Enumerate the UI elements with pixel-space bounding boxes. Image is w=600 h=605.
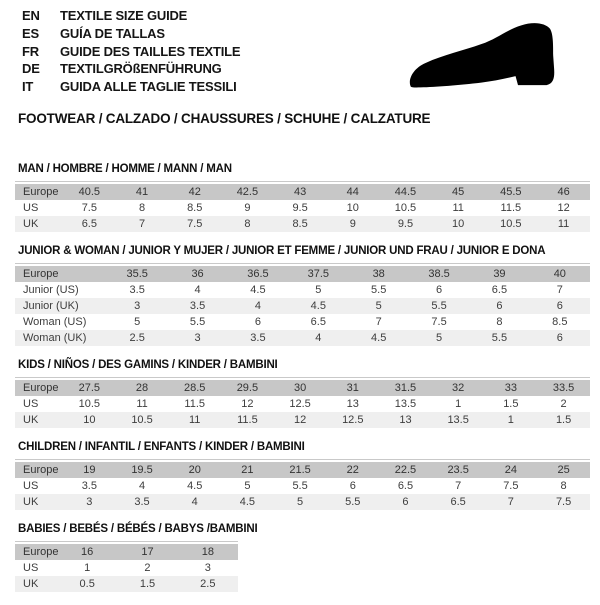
size-value-cell: 44.5 (394, 186, 417, 198)
size-header-row (15, 266, 590, 282)
size-value-cell: 29.5 (236, 382, 259, 394)
size-header-row (15, 544, 238, 560)
table-title: MAN / HOMBRE / HOMME / MANN / MAN (18, 163, 232, 175)
size-value-cell: 46 (557, 186, 570, 198)
size-value-cell: 10 (452, 218, 465, 230)
size-value-cell: 12.5 (342, 414, 364, 426)
size-value-cell: 4.5 (239, 496, 256, 508)
size-row (15, 216, 590, 232)
size-value-cell: 0.5 (79, 578, 95, 590)
size-value-cell: 5 (315, 284, 322, 296)
size-value-cell: 5.5 (189, 316, 206, 328)
size-value-cell: 31 (346, 382, 359, 394)
row-label: Junior (UK) (23, 300, 79, 312)
size-value-cell: 1 (455, 398, 462, 410)
table-wrapper (15, 377, 590, 428)
size-value-cell: 1.5 (503, 398, 519, 410)
size-value-cell: 5 (436, 332, 443, 344)
size-value-cell: 8.5 (552, 316, 568, 328)
row-label: US (23, 562, 39, 574)
size-value-cell: 6 (254, 316, 261, 328)
row-label: Europe (23, 186, 59, 198)
size-value-cell: 33 (504, 382, 517, 394)
lang-label: TEXTILE SIZE GUIDE (60, 8, 188, 23)
size-table-section (15, 359, 590, 428)
size-value-cell: 8.5 (187, 202, 203, 214)
size-row (15, 314, 590, 330)
size-value-cell: 39 (493, 268, 506, 280)
size-value-cell: 7.5 (187, 218, 203, 230)
size-value-cell: 3.5 (250, 332, 266, 344)
size-value-cell: 18 (201, 546, 214, 558)
size-value-cell: 44 (346, 186, 359, 198)
size-table (15, 380, 590, 428)
size-value-cell: 24 (504, 464, 517, 476)
size-value-cell: 16 (81, 546, 94, 558)
size-value-cell: 2 (560, 398, 567, 410)
size-value-cell: 5.5 (292, 480, 308, 492)
lang-label: GUÍA DE TALLAS (60, 25, 165, 41)
size-value-cell: 21 (241, 464, 254, 476)
size-value-cell: 10.5 (394, 202, 417, 214)
size-value-cell: 1 (507, 414, 514, 426)
size-value-cell: 7.5 (555, 496, 572, 508)
size-value-cell: 3 (134, 300, 141, 312)
lang-label: GUIDE DES TAILLES TEXTILE (60, 43, 241, 59)
row-label: US (23, 398, 39, 410)
size-value-cell: 21.5 (289, 464, 311, 476)
size-value-cell: 9 (244, 202, 251, 214)
size-value-cell: 10.5 (131, 414, 153, 426)
size-value-cell: 13.5 (447, 414, 469, 426)
size-value-cell: 4 (138, 480, 146, 492)
size-table-section (15, 245, 590, 346)
size-value-cell: 10.5 (500, 218, 522, 230)
size-value-cell: 12 (241, 398, 254, 410)
table-wrapper (15, 263, 590, 346)
size-value-cell: 32 (452, 382, 465, 394)
size-value-cell: 6 (556, 332, 563, 344)
size-value-cell: 5.5 (345, 496, 361, 508)
size-value-cell: 22 (346, 464, 359, 476)
size-row (15, 478, 590, 494)
size-table (15, 462, 590, 510)
size-row (15, 282, 590, 298)
size-value-cell: 4 (194, 284, 201, 296)
size-value-cell: 17 (141, 546, 154, 558)
size-value-cell: 10.5 (78, 398, 101, 410)
size-value-cell: 41 (135, 186, 149, 198)
size-value-cell: 6 (349, 480, 356, 492)
size-row (15, 412, 590, 428)
lang-row-it (22, 78, 240, 96)
lang-label: GUIDA ALLE TAGLIE TESSILI (60, 79, 237, 95)
size-value-cell: 28 (135, 382, 149, 394)
row-label: Europe (23, 268, 59, 280)
size-value-cell: 4.5 (250, 284, 266, 296)
size-value-cell: 45.5 (500, 186, 522, 198)
lang-row-es (22, 25, 240, 43)
size-value-cell: 7 (556, 284, 563, 296)
lang-row-fr (22, 43, 240, 61)
size-value-cell: 36.5 (247, 268, 269, 280)
row-label: Europe (23, 464, 59, 476)
size-header-row (15, 184, 590, 200)
size-value-cell: 8 (244, 218, 251, 230)
size-value-cell: 12 (293, 414, 307, 426)
row-label: UK (23, 414, 39, 426)
size-value-cell: 7 (138, 218, 146, 230)
size-value-cell: 30 (293, 382, 307, 394)
lang-code: IT (22, 79, 34, 95)
size-value-cell: 5.5 (431, 300, 447, 312)
size-row (15, 576, 238, 592)
size-row (15, 494, 590, 510)
size-value-cell: 2.5 (200, 578, 216, 590)
size-value-cell: 13 (346, 398, 359, 410)
size-value-cell: 45 (452, 186, 465, 198)
size-header-row (15, 380, 590, 396)
category-line: FOOTWEAR / CALZADO / CHAUSSURES / SCHUHE / CALZATURE (18, 111, 431, 126)
size-value-cell: 4.5 (310, 300, 326, 312)
size-value-cell: 8 (496, 316, 503, 328)
size-value-cell: 13.5 (394, 398, 417, 410)
size-value-cell: 5 (375, 300, 382, 312)
table-wrapper (15, 541, 238, 592)
size-value-cell: 13 (399, 414, 412, 426)
size-value-cell: 5 (297, 496, 304, 508)
lang-label: TEXTILGRÖßENFÜHRUNG (60, 61, 222, 77)
size-value-cell: 11 (189, 414, 201, 426)
row-label: Europe (23, 546, 59, 558)
lang-code: ES (22, 25, 39, 41)
size-value-cell: 9 (349, 218, 356, 230)
size-value-cell: 35.5 (126, 268, 148, 280)
size-value-cell: 43 (293, 186, 307, 198)
size-value-cell: 22.5 (394, 464, 417, 476)
size-table-section (15, 163, 590, 232)
size-value-cell: 4.5 (371, 332, 387, 344)
size-value-cell: 12.5 (289, 398, 311, 410)
table-title: CHILDREN / INFANTIL / ENFANTS / KINDER / BAMBINI (18, 441, 305, 453)
size-value-cell: 40.5 (78, 186, 101, 198)
size-value-cell: 6.5 (450, 496, 466, 508)
size-value-cell: 3 (204, 562, 211, 574)
size-value-cell: 1.5 (555, 414, 572, 426)
size-value-cell: 11 (452, 202, 464, 214)
size-value-cell: 9.5 (397, 218, 414, 230)
size-value-cell: 4 (254, 300, 261, 312)
size-value-cell: 11.5 (237, 414, 258, 426)
size-value-cell: 6.5 (310, 316, 326, 328)
table-wrapper (15, 459, 590, 510)
table-title: JUNIOR & WOMAN / JUNIOR Y MUJER / JUNIOR ET FEMME / JUNIOR UND FRAU / JUNIOR E DONA (18, 245, 546, 257)
size-value-cell: 6 (402, 496, 409, 508)
size-value-cell: 3.5 (134, 496, 150, 508)
size-value-cell: 33.5 (552, 382, 575, 394)
row-label: UK (23, 496, 39, 508)
row-label: US (23, 480, 39, 492)
size-value-cell: 9.5 (292, 202, 308, 214)
size-value-cell: 10 (83, 414, 96, 426)
size-value-cell: 42.5 (236, 186, 259, 198)
size-value-cell: 10 (346, 202, 359, 214)
size-row (15, 200, 590, 216)
size-value-cell: 3.5 (189, 300, 206, 312)
row-label: UK (23, 578, 39, 590)
table-wrapper (15, 181, 590, 232)
size-table-section (15, 523, 590, 592)
language-title-list (22, 7, 240, 96)
size-value-cell: 11.5 (500, 202, 522, 214)
size-value-cell: 20 (188, 464, 201, 476)
size-value-cell: 6 (436, 284, 443, 296)
size-row (15, 330, 590, 346)
size-value-cell: 19 (83, 464, 96, 476)
row-label: Woman (US) (23, 316, 87, 328)
table-title: KIDS / NIÑOS / DES GAMINS / KINDER / BAMBINI (18, 359, 278, 371)
size-value-cell: 23.5 (447, 464, 469, 476)
size-value-cell: 11 (557, 218, 570, 230)
table-title: BABIES / BEBÉS / BÉBÉS / BABYS /BAMBINI (18, 523, 258, 535)
size-value-cell: 27.5 (78, 382, 101, 394)
size-value-cell: 7 (455, 480, 462, 492)
size-value-cell: 7.5 (431, 316, 447, 328)
size-table (15, 184, 590, 232)
size-value-cell: 42 (188, 186, 201, 198)
size-value-cell: 6 (496, 300, 503, 312)
row-label: Woman (UK) (23, 332, 87, 344)
size-value-cell: 12 (557, 202, 570, 214)
size-value-cell: 8.5 (292, 218, 308, 230)
size-value-cell: 7 (375, 316, 382, 328)
size-value-cell: 6.5 (491, 284, 508, 296)
row-label: US (23, 202, 39, 214)
size-row (15, 560, 238, 576)
size-value-cell: 5.5 (491, 332, 508, 344)
size-value-cell: 6.5 (81, 218, 97, 230)
size-value-cell: 4 (315, 332, 322, 344)
size-value-cell: 19.5 (131, 464, 153, 476)
size-table (15, 266, 590, 346)
size-value-cell: 5 (244, 480, 251, 492)
size-value-cell: 38 (372, 268, 385, 280)
size-value-cell: 8 (138, 202, 146, 214)
size-value-cell: 7.5 (503, 480, 519, 492)
size-value-cell: 6 (556, 300, 563, 312)
size-value-cell: 4.5 (187, 480, 203, 492)
size-value-cell: 36 (191, 268, 204, 280)
size-value-cell: 2 (144, 562, 151, 574)
lang-code: EN (22, 8, 40, 23)
size-value-cell: 5.5 (371, 284, 387, 296)
size-value-cell: 1.5 (139, 578, 156, 590)
lang-code: FR (22, 43, 39, 59)
size-value-cell: 28.5 (184, 382, 206, 394)
size-value-cell: 7 (507, 496, 514, 508)
shoe-icon (392, 18, 590, 108)
size-row (15, 396, 590, 412)
size-table-section (15, 441, 590, 510)
size-value-cell: 40 (553, 268, 566, 280)
size-value-cell: 11 (136, 398, 148, 410)
size-tables (15, 163, 590, 605)
lang-row-de (22, 60, 240, 78)
size-value-cell: 8 (560, 480, 567, 492)
lang-code: DE (22, 61, 40, 77)
row-label: Junior (US) (23, 284, 79, 296)
row-label: UK (23, 218, 39, 230)
size-value-cell: 25 (557, 464, 570, 476)
size-value-cell: 4 (191, 496, 198, 508)
size-value-cell: 2.5 (129, 332, 145, 344)
size-value-cell: 3.5 (81, 480, 97, 492)
size-value-cell: 7.5 (81, 202, 97, 214)
size-value-cell: 38.5 (428, 268, 450, 280)
size-value-cell: 37.5 (307, 268, 330, 280)
size-value-cell: 6.5 (397, 480, 414, 492)
row-label: Europe (23, 382, 59, 394)
size-value-cell: 3 (194, 332, 201, 344)
size-row (15, 298, 590, 314)
size-value-cell: 3.5 (129, 284, 145, 296)
size-value-cell: 5 (134, 316, 141, 328)
size-value-cell: 1 (84, 562, 91, 574)
lang-row-en (22, 7, 240, 25)
size-value-cell: 11.5 (184, 398, 206, 410)
size-header-row (15, 462, 590, 478)
size-value-cell: 3 (86, 496, 93, 508)
size-table (15, 544, 238, 592)
size-value-cell: 31.5 (394, 382, 417, 394)
